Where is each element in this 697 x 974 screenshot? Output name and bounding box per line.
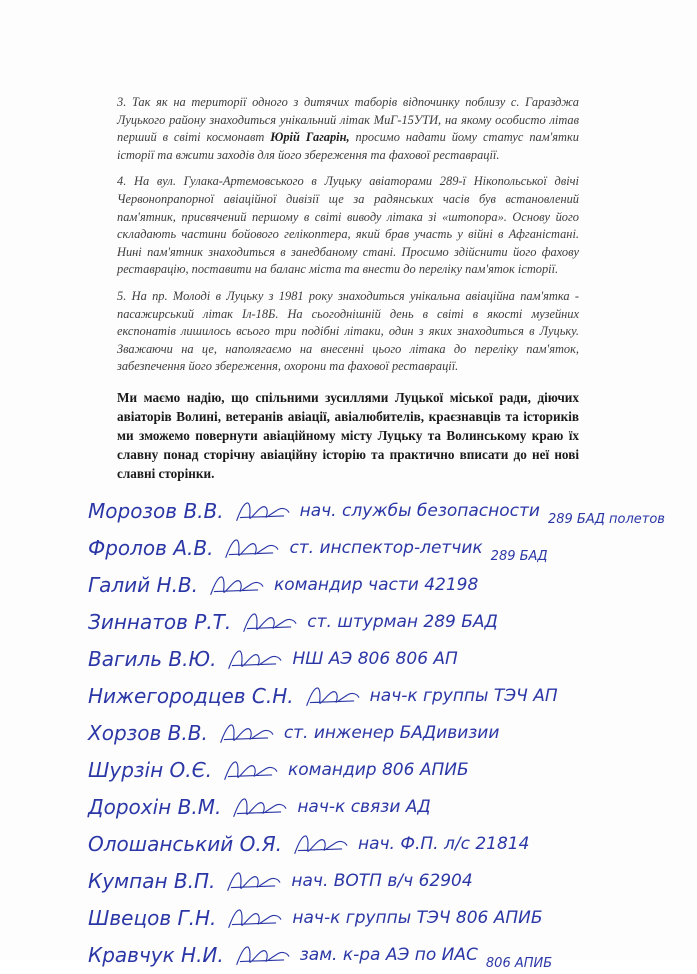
signatory-row (0, 493, 697, 530)
signatory-title: ст. инженер БАДивизии (283, 723, 500, 744)
handwritten-signature (206, 567, 266, 603)
handwritten-signature (221, 530, 281, 566)
handwritten-signature (302, 678, 362, 714)
handwritten-signature (239, 604, 299, 640)
signatory-note: 289 БАД (490, 548, 548, 564)
document-body (0, 94, 697, 974)
signatory-title: нач. Ф.П. л/с 21814 (357, 834, 530, 855)
paragraph-5: 5. На пр. Молоді в Луцьку з 1981 року знаходиться унікальна авіаційна пам'ятка - пасажирський літак Іл-18Б. На сьогоднішній день в світі в якості музейних експонатів лишилось всього три подібні літаки, один з яких знаходиться в Луцьку. Зважаючи на це, наполягаємо на внесенні цього літака до переліку пам'яток, забезпечення його збереження, охорони та фахової реставрації. (117, 288, 579, 374)
handwritten-signature (216, 715, 276, 751)
signatory-name: Зиннатов Р.Т. (88, 610, 232, 635)
signatory-row (0, 604, 697, 641)
signatory-name: Нижегородцев С.Н. (88, 684, 294, 709)
signature-list (0, 493, 697, 974)
handwritten-signature (224, 641, 284, 677)
signatory-row (0, 530, 697, 567)
handwritten-signature (220, 752, 280, 788)
handwritten-signature (290, 826, 350, 862)
signatory-title: нач-к связи АД (297, 797, 431, 818)
signatory-row (0, 641, 697, 678)
signatory-title: командир части 42198 (274, 575, 479, 596)
signatory-name: Дорохін В.М. (88, 795, 222, 820)
signatory-title: ст. штурман 289 БАД (307, 612, 498, 633)
signatory-row (0, 900, 697, 937)
signatory-title: НШ АЭ 806 806 АП (292, 649, 458, 670)
signatory-row (0, 715, 697, 752)
signatory-title: командир 806 АПИБ (287, 760, 469, 781)
signatory-note: 289 БАД полетов (547, 511, 665, 527)
signatory-title: нач. ВОТП в/ч 62904 (291, 871, 473, 892)
handwritten-signature (223, 863, 283, 899)
signatory-row (0, 752, 697, 789)
signatory-name: Олошанський О.Я. (88, 832, 282, 857)
paragraph-4: 4. На вул. Гулака-Артемовського в Луцьку авіаторами 289-ї Нікопольської двічі Червонопрапорної авіаційної дивізії ще за радянських часів був встановлений пам'ятник, присвячений першому в світі виводу літака зі «штопора». Основу його складають частини бойового гелікоптера, який брав участь у війні в Афганістані. Нині пам'ятник знаходиться в занедбаному стані. Просимо здійснити його фахову реставрацію, поставити на баланс міста та внести до переліку пам'яток історії. (117, 174, 579, 277)
signatory-name: Швецов Г.Н. (88, 906, 217, 931)
paragraph-3-text-b: просимо надати йому статус пам'ятки історії та вжити заходів для його збереження та фахової реставрації. (117, 130, 579, 162)
signatory-row (0, 567, 697, 604)
handwritten-signature (229, 789, 289, 825)
signatory-title: зам. к-ра АЭ по ИАС (299, 945, 478, 966)
signatory-name: Шурзін О.Є. (88, 758, 212, 783)
handwritten-signature (224, 900, 284, 936)
signatory-name: Кумпан В.П. (88, 869, 216, 894)
signatory-name: Фролов А.В. (88, 536, 214, 561)
signatory-note: 806 АПИБ (485, 955, 553, 971)
paragraph-3 (117, 94, 579, 164)
signatory-row (0, 678, 697, 715)
paragraph-3-text-a: 3. Так як на території одного з дитячих таборів відпочинку поблизу с. Гаразджа Луцького району знаходиться унікальний літак МиГ-15УТИ, на якому особисто літав перший в світі космонавт (117, 95, 579, 145)
signatory-title: нач-к группы ТЭЧ АП (369, 686, 558, 707)
gagarin-name: Юрій Гагарін, (270, 130, 350, 145)
signatory-title: нач. службы безопасности (299, 501, 540, 522)
signatory-row (0, 826, 697, 863)
handwritten-signature (232, 937, 292, 973)
signatory-name: Кравчук Н.И. (88, 943, 224, 968)
signatory-row (0, 789, 697, 826)
signatory-name: Морозов В.В. (88, 499, 224, 524)
signatory-title: ст. инспектор-летчик (289, 538, 483, 559)
signatory-name: Галий Н.В. (88, 573, 199, 598)
signatory-title: нач-к группы ТЭЧ 806 АПИБ (292, 908, 543, 929)
signatory-row (0, 937, 697, 974)
handwritten-signature (232, 493, 292, 529)
signatory-row (0, 863, 697, 900)
closing-paragraph: Ми маємо надію, що спільними зусиллями Луцької міської ради, діючих авіаторів Волині, ветеранів авіації, авіалюбителів, краєзнавців та істориків ми зможемо повернути авіаційному місту Луцьку та Волинському краю їх славну понад сторічну авіаційну історію та практично вписати до неї нові славні сторінки. (117, 389, 579, 481)
signatory-name: Вагиль В.Ю. (88, 647, 217, 672)
signatory-name: Хорзов В.В. (88, 721, 208, 746)
